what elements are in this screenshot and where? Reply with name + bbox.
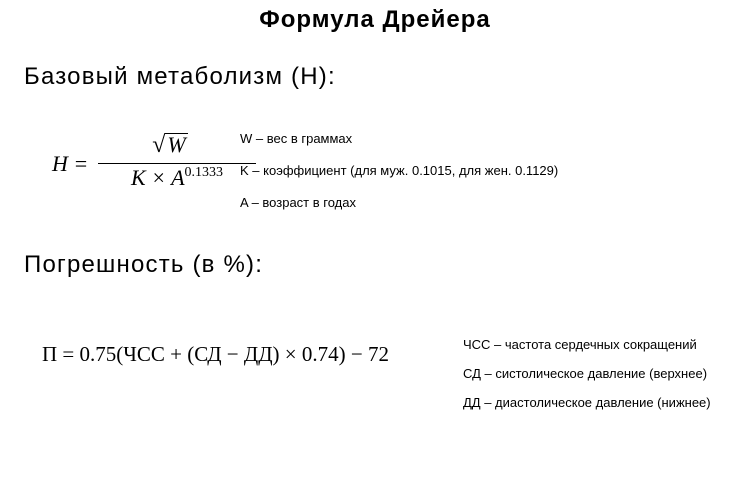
legend-item-hr: ЧСС – частота сердечных сокращений bbox=[463, 337, 697, 352]
formula-lhs: H = bbox=[52, 151, 89, 176]
basal-metabolism-formula bbox=[52, 132, 224, 192]
numerator-variable: W bbox=[167, 132, 186, 157]
legend-item-k: K – коэффициент (для муж. 0.1015, для жен. 0.1129) bbox=[240, 163, 559, 178]
legend-item-sbp: СД – систолическое давление (верхнее) bbox=[463, 366, 708, 381]
denominator-base: K × A bbox=[130, 165, 185, 190]
page-title: Формула Дрейера bbox=[259, 6, 491, 33]
error-legend bbox=[463, 337, 711, 424]
formula-denominator bbox=[98, 165, 256, 191]
error-heading: Погрешность (в %): bbox=[24, 251, 264, 278]
sqrt-icon: √ bbox=[152, 132, 166, 158]
basal-metabolism-heading: Базовый метаболизм (Н): bbox=[24, 63, 336, 90]
formula-numerator bbox=[132, 132, 208, 159]
legend-item-dbp: ДД – диастолическое давление (нижнее) bbox=[463, 395, 711, 410]
denominator-exponent: 0.1333 bbox=[184, 165, 224, 180]
fraction-bar bbox=[98, 163, 256, 164]
legend-item-a: A – возраст в годах bbox=[240, 195, 356, 210]
error-formula: П = 0.75(ЧСС + (СД − ДД) × 0.74) − 72 bbox=[42, 342, 389, 366]
legend-item-w: W – вес в граммах bbox=[240, 131, 353, 146]
basal-metabolism-legend bbox=[240, 131, 558, 227]
